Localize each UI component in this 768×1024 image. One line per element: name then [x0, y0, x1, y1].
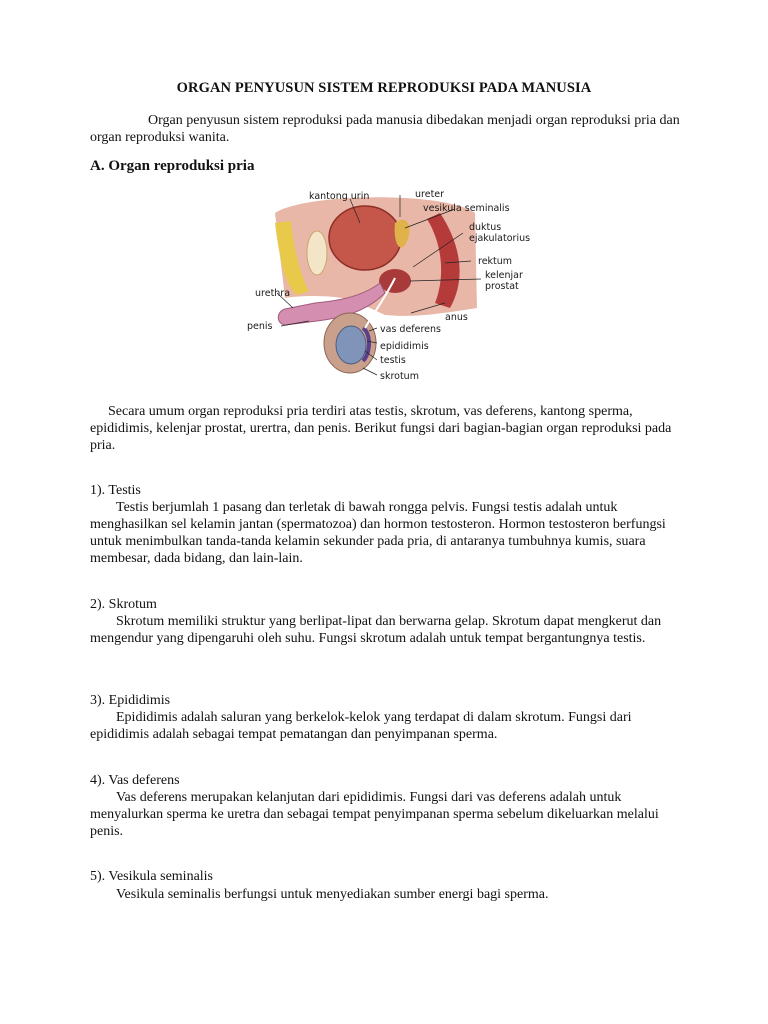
- item-text-vas-deferens: Vas deferens merupakan kelanjutan dari epididimis. Fungsi dari vas deferens adalah untuk menyalurkan sperma ke uretra dan sebagai tempat penyimpanan sperma sebelum dikeluarkan melalui penis.: [90, 790, 659, 839]
- testis-shape: [336, 326, 366, 364]
- item-heading-epididimis: 3). Epididimis: [90, 693, 171, 708]
- label-kantong-urin: kantong urin: [309, 191, 370, 202]
- label-epididimis: epididimis: [380, 341, 429, 352]
- label-ejakulatorius: ejakulatorius: [469, 233, 531, 244]
- item-heading-testis: 1). Testis: [90, 483, 141, 498]
- label-prostat: prostat: [485, 281, 519, 292]
- section-heading-pria: A. Organ reproduksi pria: [90, 158, 255, 174]
- summary-paragraph: Secara umum organ reproduksi pria terdiri atas testis, skrotum, vas deferens, kantong sperma, epididimis, kelenjar prostat, urertra, dan penis. Berikut fungsi dari bagian-bagian organ reproduksi pada pria.: [90, 404, 672, 453]
- label-penis: penis: [247, 321, 273, 332]
- item-heading-vas-deferens: 4). Vas deferens: [90, 773, 180, 788]
- item-heading-vesikula-seminalis: 5). Vesikula seminalis: [90, 869, 214, 884]
- label-ureter: ureter: [415, 189, 445, 200]
- pubic-bone-shape: [307, 231, 327, 275]
- label-anus: anus: [445, 312, 468, 323]
- label-kelenjar: kelenjar: [485, 270, 523, 281]
- item-text-skrotum: Skrotum memiliki struktur yang berlipat-lipat dan berwarna gelap. Skrotum dapat mengkerut dan mengendur yang dipengaruhi oleh suhu. Fungsi skrotum adalah untuk tempat bergantungnya testis.: [90, 614, 662, 646]
- bladder-shape: [329, 206, 401, 270]
- label-vas-deferens: vas deferens: [380, 324, 441, 335]
- label-vesikula-seminalis: vesikula seminalis: [423, 203, 510, 214]
- intro-paragraph: Organ penyusun sistem reproduksi pada manusia dibedakan menjadi organ reproduksi pria dan organ reproduksi wanita.: [90, 113, 680, 145]
- item-text-testis: Testis berjumlah 1 pasang dan terletak di bawah rongga pelvis. Fungsi testis adalah untuk menghasilkan sel kelamin jantan (spermatozoa) dan hormon testosteron. Hormon testosteron berfungsi untuk menimbulkan tanda-tanda kelamin sekunder pada pria, di antaranya tumbuhnya kumis, suara membesar, dada bidang, dan lain-lain.: [90, 500, 666, 566]
- label-testis: testis: [380, 355, 406, 366]
- male-reproductive-diagram: [245, 183, 545, 383]
- label-duktus: duktus: [469, 222, 502, 233]
- document-title: ORGAN PENYUSUN SISTEM REPRODUKSI PADA MANUSIA: [176, 80, 592, 96]
- prostate-shape: [379, 269, 411, 293]
- label-rektum: rektum: [478, 256, 513, 267]
- item-text-epididimis: Epididimis adalah saluran yang berkelok-kelok yang terdapat di dalam skrotum. Fungsi dari epididimis adalah sebagai tempat pematangan dan penyimpanan sperma.: [90, 710, 632, 742]
- item-heading-skrotum: 2). Skrotum: [90, 597, 157, 612]
- label-skrotum: skrotum: [380, 371, 419, 382]
- item-text-vesikula-seminalis: Vesikula seminalis berfungsi untuk menyediakan sumber energi bagi sperma.: [116, 887, 549, 902]
- label-urethra: urethra: [255, 288, 291, 299]
